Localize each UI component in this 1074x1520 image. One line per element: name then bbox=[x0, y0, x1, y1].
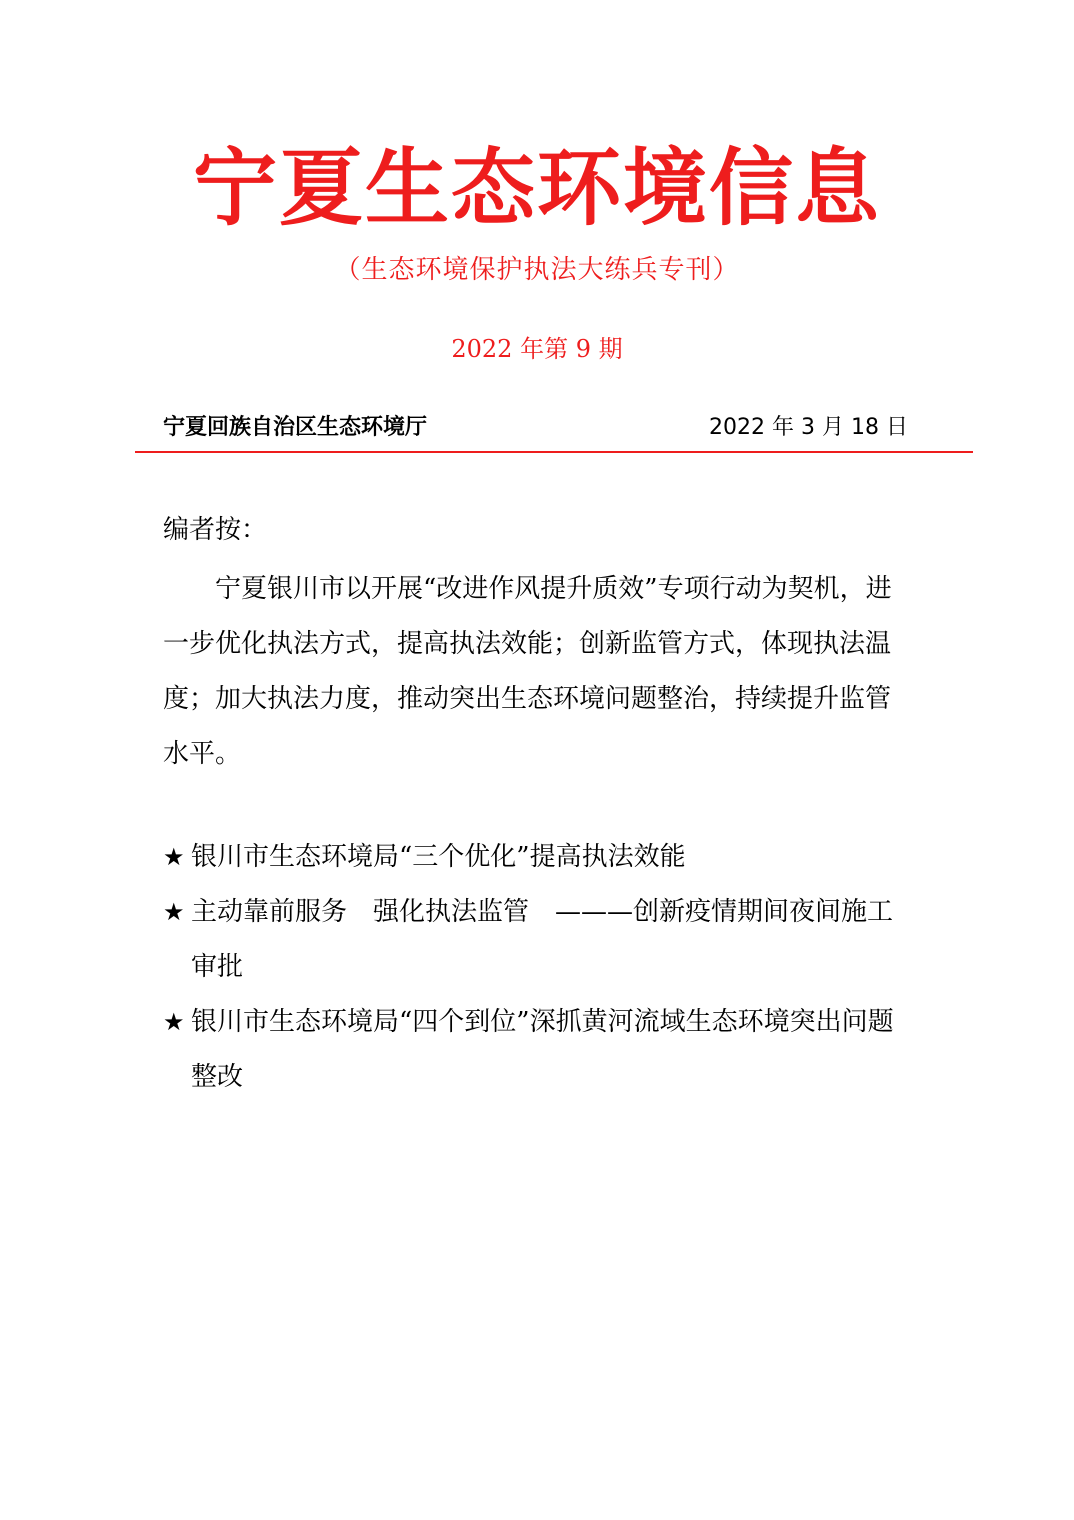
editor-note-label: 编者按： bbox=[163, 515, 268, 545]
issuer-line bbox=[163, 410, 908, 446]
red-divider bbox=[135, 451, 973, 453]
publish-date: 2022 年 3 月 18 日 bbox=[709, 415, 908, 440]
issue-number: 2022 年第 9 期 bbox=[451, 335, 623, 363]
contents-item[interactable] bbox=[163, 995, 915, 1105]
star-bullet-icon: ★ bbox=[163, 898, 185, 926]
contents-item[interactable] bbox=[163, 830, 915, 885]
contents-item[interactable] bbox=[163, 885, 915, 995]
editor-note-text: 宁夏银川市以开展“改进作风提升质效”专项行动为契机，进一步优化执法方式，提高执法效能；创新监管方式，体现执法温度；加大执法力度，推动突出生态环境问题整治，持续提升监管水平。 bbox=[163, 574, 892, 769]
contents-item-title: 主动靠前服务 强化执法监管 ———创新疫情期间夜间施工审批 bbox=[191, 897, 894, 982]
star-bullet-icon: ★ bbox=[163, 1008, 185, 1036]
issuer-name: 宁夏回族自治区生态环境厅 bbox=[163, 415, 428, 440]
masthead-title: 宁夏生态环境信息 bbox=[192, 139, 881, 237]
contents-list bbox=[163, 830, 915, 1105]
contents-item-title: 银川市生态环境局“三个优化”提高执法效能 bbox=[191, 842, 686, 872]
star-bullet-icon: ★ bbox=[163, 843, 185, 871]
contents-item-title: 银川市生态环境局“四个到位”深抓黄河流域生态环境突出问题整改 bbox=[191, 1007, 894, 1092]
special-issue-subtitle: （生态环境保护执法大练兵专刊） bbox=[334, 255, 740, 285]
